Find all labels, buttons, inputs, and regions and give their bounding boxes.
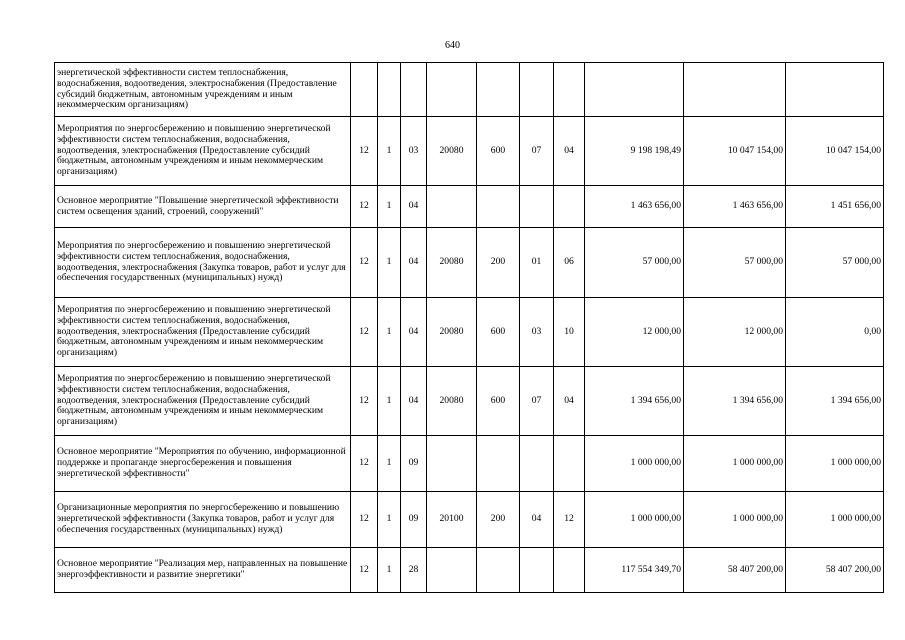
cell-amount-2: 1 000 000,00 [684,492,786,548]
cell-expense-type [477,548,520,593]
cell-code-2: 1 [378,228,401,298]
cell-code-2: 1 [378,367,401,436]
cell-target-article: 20080 [427,228,477,298]
cell-target-article: 20080 [427,117,477,186]
cell-section [520,186,554,228]
cell-section: 07 [520,117,554,186]
cell-subsection: 10 [554,298,585,367]
cell-expense-type [477,436,520,492]
cell-code-3: 04 [401,298,427,367]
cell-code-3: 03 [401,117,427,186]
cell-code-3: 04 [401,186,427,228]
cell-code-1: 12 [351,186,378,228]
cell-target-article: 20080 [427,298,477,367]
cell-amount-1: 12 000,00 [585,298,684,367]
cell-amount-3: 58 407 200,00 [786,548,884,593]
cell-code-3: 04 [401,228,427,298]
cell-section: 04 [520,492,554,548]
row-description: Организационные мероприятия по энергосбережению и повышению энергетической эффективности (Закупка товаров, работ и услуг для обеспечения государственных (муниципальных) нужд) [55,492,351,548]
cell-code-2: 1 [378,117,401,186]
cell-section: 01 [520,228,554,298]
cell-amount-1: 1 394 656,00 [585,367,684,436]
cell-section [520,63,554,117]
cell-amount-2: 10 047 154,00 [684,117,786,186]
cell-expense-type [477,63,520,117]
cell-amount-1 [585,63,684,117]
cell-code-3: 04 [401,367,427,436]
cell-amount-2: 58 407 200,00 [684,548,786,593]
cell-amount-3: 1 000 000,00 [786,492,884,548]
cell-expense-type: 200 [477,492,520,548]
cell-code-3 [401,63,427,117]
cell-section: 07 [520,367,554,436]
cell-amount-1: 1 000 000,00 [585,492,684,548]
cell-expense-type: 600 [477,367,520,436]
cell-amount-3: 1 394 656,00 [786,367,884,436]
cell-expense-type: 200 [477,228,520,298]
cell-code-1: 12 [351,367,378,436]
cell-code-3: 28 [401,548,427,593]
budget-table [54,62,884,593]
cell-amount-2: 57 000,00 [684,228,786,298]
cell-code-2 [378,63,401,117]
cell-subsection: 12 [554,492,585,548]
cell-section [520,548,554,593]
cell-code-1: 12 [351,228,378,298]
cell-code-1: 12 [351,298,378,367]
row-description: Мероприятия по энергосбережению и повышению энергетической эффективности систем теплоснабжения, водоснабжения, водоотведения, электроснабжения (Предоставление субсидий бюджетным, автономным учреждениям и иным некоммерческим организациям) [55,367,351,436]
cell-code-2: 1 [378,548,401,593]
row-description: Мероприятия по энергосбережению и повышению энергетической эффективности систем теплоснабжения, водоснабжения, водоотведения, электроснабжения (Предоставление субсидий бюджетным, автономным учреждениям и иным некоммерческим организациям) [55,117,351,186]
table-row [55,436,884,492]
cell-amount-2: 12 000,00 [684,298,786,367]
cell-code-2: 1 [378,186,401,228]
cell-code-2: 1 [378,492,401,548]
cell-amount-1: 57 000,00 [585,228,684,298]
cell-amount-3: 10 047 154,00 [786,117,884,186]
row-description: энергетической эффективности систем теплоснабжения, водоснабжения, водоотведения, электроснабжения (Предоставление субсидий бюджетным, автономным учреждениям и иным некоммерческим организациям) [55,63,351,117]
table-row [55,548,884,593]
cell-code-1 [351,63,378,117]
cell-amount-3 [786,63,884,117]
cell-subsection: 04 [554,117,585,186]
cell-subsection: 06 [554,228,585,298]
cell-amount-1: 9 198 198,49 [585,117,684,186]
cell-section [520,436,554,492]
cell-amount-2 [684,63,786,117]
cell-target-article: 20100 [427,492,477,548]
table-row [55,492,884,548]
page-number: 640 [445,40,460,51]
cell-code-3: 09 [401,492,427,548]
row-description: Мероприятия по энергосбережению и повышению энергетической эффективности систем теплоснабжения, водоснабжения, водоотведения, электроснабжения (Закупка товаров, работ и услуг для обеспечения государственных (муниципальных) нужд) [55,228,351,298]
cell-expense-type: 600 [477,298,520,367]
table-row [55,298,884,367]
cell-amount-2: 1 463 656,00 [684,186,786,228]
row-description: Основное мероприятие "Реализация мер, направленных на повышение энергоэффективности и развитие энергетики" [55,548,351,593]
table-row [55,186,884,228]
cell-subsection [554,63,585,117]
cell-amount-3: 57 000,00 [786,228,884,298]
cell-code-1: 12 [351,436,378,492]
cell-code-1: 12 [351,492,378,548]
cell-amount-2: 1 394 656,00 [684,367,786,436]
cell-code-2: 1 [378,298,401,367]
row-description: Основное мероприятие "Мероприятия по обучению, информационной поддержке и пропаганде энергосбережения и повышения энергетической эффективности" [55,436,351,492]
cell-amount-3: 1 451 656,00 [786,186,884,228]
cell-amount-3: 1 000 000,00 [786,436,884,492]
cell-expense-type: 600 [477,117,520,186]
cell-expense-type [477,186,520,228]
cell-amount-1: 1 000 000,00 [585,436,684,492]
table-row [55,117,884,186]
cell-amount-3: 0,00 [786,298,884,367]
table-row [55,367,884,436]
cell-target-article: 20080 [427,367,477,436]
table-row [55,228,884,298]
cell-target-article [427,63,477,117]
cell-subsection [554,186,585,228]
cell-amount-2: 1 000 000,00 [684,436,786,492]
table-row [55,63,884,117]
row-description: Мероприятия по энергосбережению и повышению энергетической эффективности систем теплоснабжения, водоснабжения, водоотведения, электроснабжения (Предоставление субсидий бюджетным, автономным учреждениям и иным некоммерческим организациям) [55,298,351,367]
cell-subsection [554,548,585,593]
cell-amount-1: 117 554 349,70 [585,548,684,593]
cell-amount-1: 1 463 656,00 [585,186,684,228]
cell-code-1: 12 [351,117,378,186]
cell-section: 03 [520,298,554,367]
cell-subsection: 04 [554,367,585,436]
cell-subsection [554,436,585,492]
cell-target-article [427,548,477,593]
cell-code-1: 12 [351,548,378,593]
cell-code-3: 09 [401,436,427,492]
cell-target-article [427,436,477,492]
row-description: Основное мероприятие "Повышение энергетической эффективности систем освещения зданий, строений, сооружений" [55,186,351,228]
cell-code-2: 1 [378,436,401,492]
cell-target-article [427,186,477,228]
